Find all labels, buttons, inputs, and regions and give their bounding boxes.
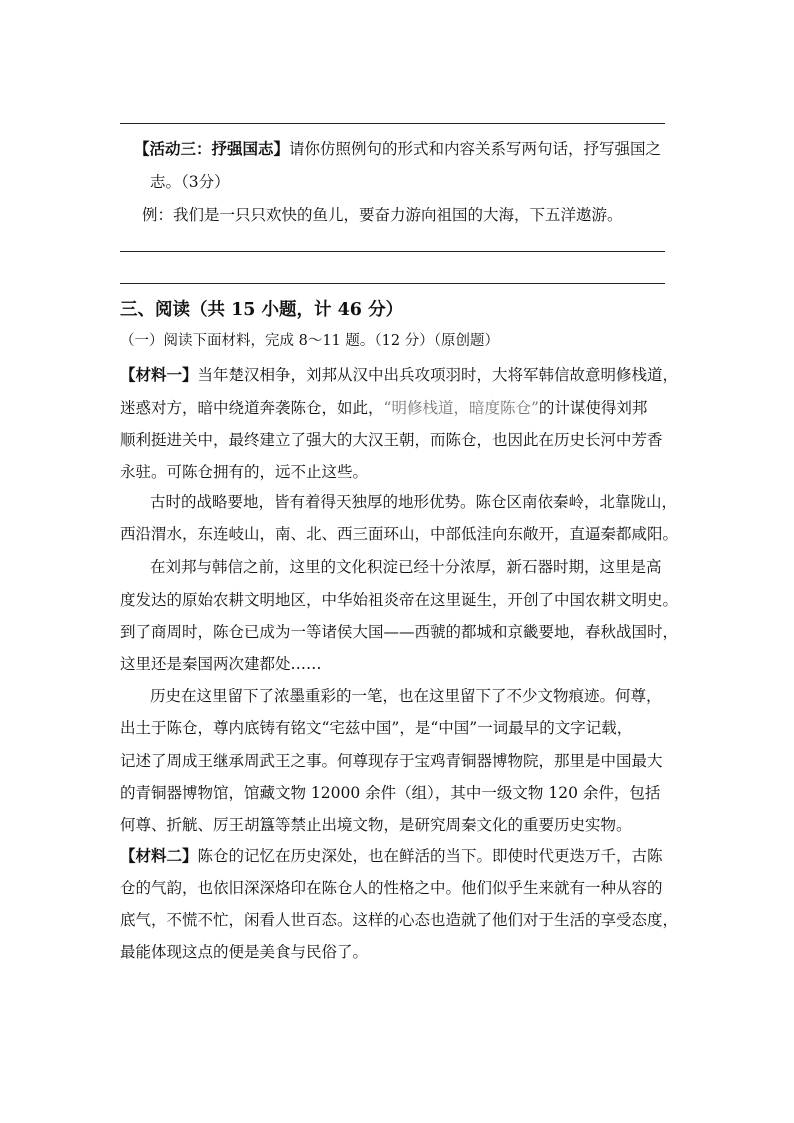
material1-p4-line1: 历史在这里留下了浓墨重彩的一笔，也在这里留下了不少文物痕迹。何尊， <box>150 687 662 705</box>
material1-p3-line3: 到了商周时，陈仓已成为一等诸侯大国——西虢的都城和京畿要地，春秋战国时， <box>120 623 679 641</box>
material1-p1-text1: 当年楚汉相争，刘邦从汉中出兵攻项羽时，大将军韩信故意明修栈道， <box>197 366 679 384</box>
answer-line-top <box>120 123 665 124</box>
material2-label: 【材料二】 <box>120 846 198 865</box>
material1-p4-line4: 的青铜器博物馆，馆藏文物 12000 余件（组），其中一级文物 120 余件，包括 <box>120 784 661 802</box>
material1-p1-line4: 永驻。可陈仓拥有的，远不止这些。 <box>120 463 369 481</box>
activity3-prompt-text: 请你仿照例句的形式和内容关系写两句话，抒写强国之 <box>289 140 662 158</box>
activity3-prompt-line1 <box>134 139 661 159</box>
material1-label: 【材料一】 <box>120 365 198 384</box>
activity3-prompt-line2: 志。（3分） <box>150 173 230 191</box>
answer-line-1 <box>120 251 665 252</box>
material1-p4-line3: 记述了周成王继承周武王之事。何尊现存于宝鸡青铜器博物院，那里是中国最大 <box>120 752 663 770</box>
material1-p2-line1: 古时的战略要地，皆有着得天独厚的地形优势。陈仓区南依秦岭，北靠陇山， <box>150 493 678 511</box>
answer-line-2 <box>120 283 665 284</box>
material2-line2: 仓的气韵，也依旧深深烙印在陈仓人的性格之中。他们似乎生来就有一种从容的 <box>120 879 663 897</box>
part1-heading: （一）阅读下面材料，完成 8～11 题。（12 分）（原创题） <box>120 333 499 349</box>
material1-p2-line2: 西沿渭水，东连岐山，南、北、西三面环山，中部低洼向东敞开，直逼秦都咸阳。 <box>120 525 679 543</box>
material2-line1 <box>120 846 663 866</box>
activity3-example: 例：我们是一只只欢快的鱼儿，要奋力游向祖国的大海，下五洋遨游。 <box>142 206 623 224</box>
material1-p4-line2: 出土于陈仓，尊内底铸有铭文“宅兹中国”，是“中国”一词最早的文字记载， <box>120 719 633 737</box>
idiom-quote: “明修栈道，暗度陈仓” <box>383 399 539 417</box>
material2-line4: 最能体现这点的便是美食与民俗了。 <box>120 943 369 961</box>
section3-title: 三、阅读（共 15 小题，计 46 分） <box>120 300 404 320</box>
material1-p1-l2c: 的计谋使得刘邦 <box>538 399 648 417</box>
material1-p4-line5: 何尊、折觥、厉王胡簋等禁止出境文物，是研究周秦文化的重要历史实物。 <box>120 816 632 834</box>
material1-p3-line4: 这里还是秦国两次建都处…… <box>120 655 322 673</box>
material1-p3-line2: 度发达的原始农耕文明地区，中华始祖炎帝在这里诞生，开创了中国农耕文明史。 <box>120 591 679 609</box>
material1-p1-line3: 顺利挺进关中，最终建立了强大的大汉王朝，而陈仓，也因此在历史长河中芳香 <box>120 431 663 449</box>
material1-p3-line1: 在刘邦与韩信之前，这里的文化积淀已经十分浓厚，新石器时期，这里是高 <box>150 558 662 576</box>
material1-p1-line2 <box>120 398 647 418</box>
material2-line3: 底气，不慌不忙，闲看人世百态。这样的心态也造就了他们对于生活的享受态度， <box>120 911 679 929</box>
material1-p1-l2a: 迷惑对方，暗中绕道奔袭陈仓，如此， <box>120 399 384 417</box>
activity3-label: 【活动三：抒强国志】 <box>134 139 290 158</box>
material2-text1: 陈仓的记忆在历史深处，也在鲜活的当下。即使时代更迭万千，古陈 <box>197 847 663 865</box>
material1-p1-line1 <box>120 365 678 385</box>
